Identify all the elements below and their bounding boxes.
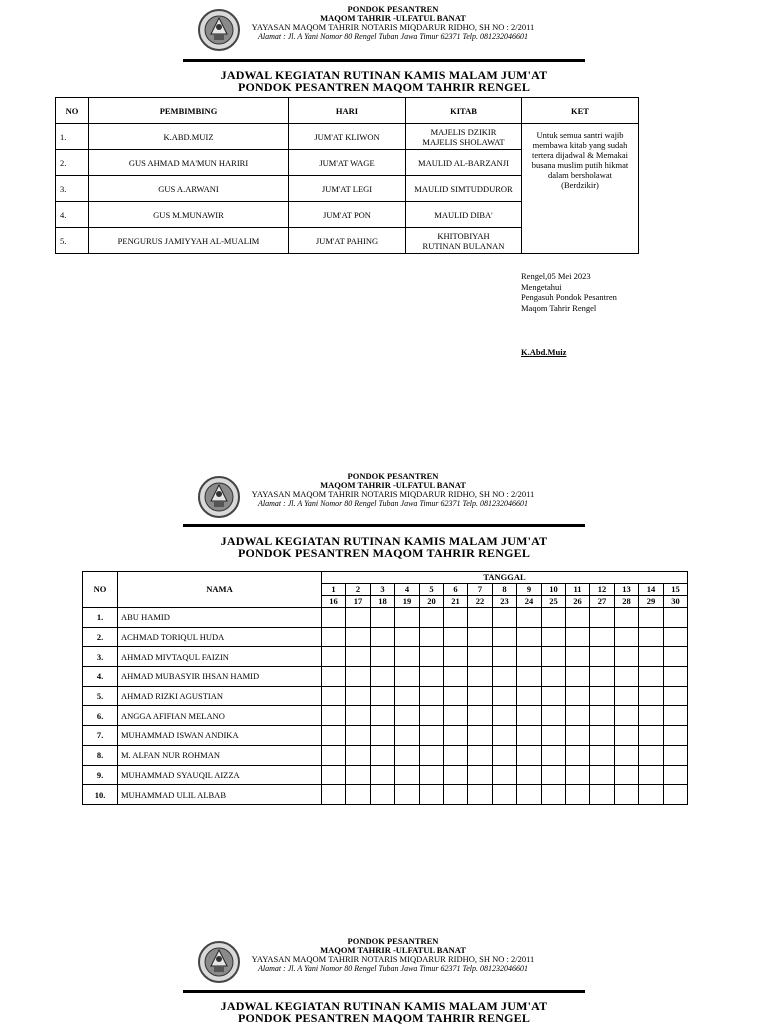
row-no: 2.: [83, 627, 118, 647]
attendance-cell: [615, 765, 639, 785]
signature-line: Maqom Tahrir Rengel: [521, 302, 597, 313]
attendance-cell: [542, 686, 566, 706]
attendance-cell: [493, 745, 517, 765]
attendance-cell: [371, 667, 395, 687]
attendance-cell: [542, 627, 566, 647]
attendance-cell: [664, 745, 688, 765]
letterhead-line2: MAQOM TAHRIR -ULFATUL BANAT: [320, 13, 466, 23]
row-name: AHMAD MIVTAQUL FAIZIN: [118, 647, 322, 667]
attendance-cell: [395, 627, 420, 647]
attendance-cell: [517, 667, 542, 687]
kitab-line2: RUTINAN BULANAN: [422, 240, 505, 251]
kitab-line1: MAULID SIMTUDDUROR: [414, 183, 513, 194]
attendance-cell: [639, 726, 664, 746]
attendance-table: [82, 571, 688, 805]
attendance-cell: [566, 745, 590, 765]
attendance-cell: [395, 647, 420, 667]
row-name: MUHAMMAD ULIL ALBAB: [118, 785, 322, 805]
col-header-hari: HARI: [289, 98, 406, 124]
row-hari: JUM'AT LEGI: [289, 176, 406, 202]
attendance-cell: [322, 785, 346, 805]
attendance-cell: [395, 608, 420, 628]
row-no: 3.: [83, 647, 118, 667]
day-label: 7: [468, 584, 493, 596]
attendance-cell: [566, 706, 590, 726]
day-label: 10: [542, 584, 566, 596]
attendance-cell: [615, 726, 639, 746]
row-name: M. ALFAN NUR ROHMAN: [118, 745, 322, 765]
day-label: 22: [468, 596, 493, 608]
attendance-cell: [542, 706, 566, 726]
attendance-cell: [346, 627, 371, 647]
attendance-cell: [444, 686, 468, 706]
attendance-cell: [493, 765, 517, 785]
letterhead-line2: MAQOM TAHRIR -ULFATUL BANAT: [320, 945, 466, 955]
attendance-cell: [493, 667, 517, 687]
attendance-cell: [371, 608, 395, 628]
attendance-cell: [517, 745, 542, 765]
attendance-cell: [444, 765, 468, 785]
row-hari: JUM'AT KLIWON: [289, 124, 406, 150]
attendance-cell: [468, 765, 493, 785]
attendance-cell: [420, 745, 444, 765]
day-label: 8: [493, 584, 517, 596]
kitab-line1: MAULID DIBA': [434, 209, 493, 220]
schedule-table: [55, 97, 639, 254]
col-header-no: NO: [56, 98, 89, 124]
signature-name: K.Abd.Muiz: [521, 347, 567, 357]
attendance-cell: [346, 608, 371, 628]
attendance-cell: [566, 647, 590, 667]
attendance-cell: [615, 686, 639, 706]
attendance-cell: [664, 627, 688, 647]
attendance-cell: [590, 726, 615, 746]
ket-line: dalam bersholawat: [548, 170, 612, 180]
page-title: [180, 1000, 588, 1024]
attendance-cell: [395, 745, 420, 765]
attendance-cell: [542, 765, 566, 785]
attendance-cell: [346, 667, 371, 687]
row-kitab: [406, 202, 522, 228]
attendance-cell: [566, 726, 590, 746]
attendance-cell: [517, 686, 542, 706]
attendance-cell: [468, 706, 493, 726]
attendance-cell: [517, 627, 542, 647]
row-no: 9.: [83, 765, 118, 785]
attendance-cell: [639, 785, 664, 805]
letterhead-address: Alamat : Jl. A Yani Nomor 80 Rengel Tuban Jawa Timur 62371 Telp. 081232046601: [257, 964, 529, 973]
row-no: 5.: [56, 228, 89, 254]
table-row: [83, 608, 688, 628]
attendance-cell: [664, 765, 688, 785]
day-label: 18: [371, 596, 395, 608]
letterhead-line1: PONDOK PESANTREN: [347, 4, 439, 14]
attendance-cell: [590, 627, 615, 647]
table-row: [83, 706, 688, 726]
attendance-cell: [664, 686, 688, 706]
attendance-cell: [371, 706, 395, 726]
day-label: 27: [590, 596, 615, 608]
attendance-cell: [639, 667, 664, 687]
attendance-cell: [639, 706, 664, 726]
row-kitab: [406, 150, 522, 176]
row-pembimbing: PENGURUS JAMIYYAH AL-MUALIM: [89, 228, 289, 254]
attendance-cell: [664, 706, 688, 726]
col-header-nama: NAMA: [118, 572, 322, 608]
attendance-cell: [517, 726, 542, 746]
attendance-cell: [493, 608, 517, 628]
attendance-cell: [590, 686, 615, 706]
attendance-cell: [566, 765, 590, 785]
signature-line: Mengetahui: [521, 281, 562, 292]
schedule-header-row: [56, 98, 639, 124]
row-name: AHMAD RIZKI AGUSTIAN: [118, 686, 322, 706]
row-no: 6.: [83, 706, 118, 726]
page-title: [180, 69, 588, 93]
attendance-cell: [322, 608, 346, 628]
day-label: 29: [639, 596, 664, 608]
row-kitab: [406, 176, 522, 202]
row-no: 7.: [83, 726, 118, 746]
attendance-cell: [542, 647, 566, 667]
row-hari: JUM'AT WAGE: [289, 150, 406, 176]
title-line1: JADWAL KEGIATAN RUTINAN KAMIS MALAM JUM'AT: [220, 68, 548, 82]
title-line1: JADWAL KEGIATAN RUTINAN KAMIS MALAM JUM'AT: [220, 999, 548, 1013]
row-no: 2.: [56, 150, 89, 176]
col-header-kitab: KITAB: [406, 98, 522, 124]
ket-line: membawa kitab yang sudah: [532, 140, 628, 150]
attendance-cell: [639, 608, 664, 628]
letterhead-address: Alamat : Jl. A Yani Nomor 80 Rengel Tuban Jawa Timur 62371 Telp. 081232046601: [257, 499, 529, 508]
attendance-cell: [371, 726, 395, 746]
letterhead-divider: [183, 524, 585, 527]
col-header-pembimbing: PEMBIMBING: [89, 98, 289, 124]
day-label: 5: [420, 584, 444, 596]
attendance-cell: [322, 686, 346, 706]
letterhead-line3: YAYASAN MAQOM TAHRIR NOTARIS MIQDARUR RIDHO, SH NO : 2/2011: [251, 489, 535, 499]
attendance-cell: [590, 785, 615, 805]
ket-line: (Berdzikir): [561, 180, 599, 190]
day-label: 16: [322, 596, 346, 608]
attendance-cell: [468, 686, 493, 706]
attendance-cell: [590, 765, 615, 785]
row-no: 8.: [83, 745, 118, 765]
attendance-cell: [395, 686, 420, 706]
letterhead-address: Alamat : Jl. A Yani Nomor 80 Rengel Tuban Jawa Timur 62371 Telp. 081232046601: [257, 32, 529, 41]
row-pembimbing: GUS M.MUNAWIR: [89, 202, 289, 228]
kitab-line2: MAJELIS SHOLAWAT: [422, 136, 505, 147]
attendance-cell: [493, 706, 517, 726]
table-row: [83, 765, 688, 785]
attendance-cell: [615, 745, 639, 765]
attendance-cell: [639, 627, 664, 647]
row-no: 10.: [83, 785, 118, 805]
table-row: [83, 785, 688, 805]
attendance-cell: [566, 608, 590, 628]
attendance-cell: [468, 726, 493, 746]
attendance-cell: [420, 686, 444, 706]
attendance-cell: [395, 765, 420, 785]
day-label: 14: [639, 584, 664, 596]
attendance-cell: [444, 785, 468, 805]
title-line1: JADWAL KEGIATAN RUTINAN KAMIS MALAM JUM'AT: [220, 534, 548, 548]
attendance-cell: [639, 647, 664, 667]
attendance-cell: [322, 765, 346, 785]
attendance-cell: [517, 785, 542, 805]
row-no: 4.: [56, 202, 89, 228]
attendance-header-row: [83, 572, 688, 584]
attendance-cell: [542, 785, 566, 805]
attendance-cell: [371, 627, 395, 647]
attendance-cell: [542, 726, 566, 746]
attendance-cell: [542, 608, 566, 628]
row-pembimbing: GUS A.ARWANI: [89, 176, 289, 202]
day-label: 1: [322, 584, 346, 596]
attendance-cell: [371, 785, 395, 805]
attendance-cell: [322, 647, 346, 667]
row-kitab: [406, 228, 522, 254]
attendance-cell: [444, 706, 468, 726]
letterhead: [230, 5, 556, 41]
attendance-cell: [395, 706, 420, 726]
col-header-tanggal: TANGGAL: [322, 572, 688, 584]
attendance-cell: [542, 745, 566, 765]
attendance-cell: [346, 726, 371, 746]
day-label: 17: [346, 596, 371, 608]
day-label: 9: [517, 584, 542, 596]
attendance-cell: [468, 647, 493, 667]
attendance-cell: [590, 608, 615, 628]
attendance-cell: [346, 745, 371, 765]
attendance-cell: [346, 686, 371, 706]
row-pembimbing: GUS AHMAD MA'MUN HARIRI: [89, 150, 289, 176]
attendance-cell: [639, 686, 664, 706]
attendance-cell: [493, 726, 517, 746]
attendance-cell: [395, 667, 420, 687]
attendance-cell: [615, 667, 639, 687]
table-row: [83, 726, 688, 746]
attendance-cell: [664, 608, 688, 628]
attendance-cell: [615, 706, 639, 726]
attendance-cell: [664, 785, 688, 805]
signature-line: Pengasuh Pondok Pesantren: [521, 292, 617, 302]
attendance-cell: [615, 627, 639, 647]
day-label: 24: [517, 596, 542, 608]
attendance-cell: [444, 667, 468, 687]
attendance-cell: [664, 726, 688, 746]
attendance-cell: [420, 726, 444, 746]
letterhead: [230, 937, 556, 973]
attendance-cell: [420, 706, 444, 726]
attendance-cell: [542, 667, 566, 687]
letterhead-line2: MAQOM TAHRIR -ULFATUL BANAT: [320, 480, 466, 490]
row-name: ABU HAMID: [118, 608, 322, 628]
ket-note: [522, 124, 639, 254]
attendance-cell: [322, 745, 346, 765]
attendance-cell: [322, 706, 346, 726]
attendance-cell: [493, 785, 517, 805]
day-label: 4: [395, 584, 420, 596]
attendance-cell: [468, 627, 493, 647]
attendance-cell: [346, 785, 371, 805]
day-label: 19: [395, 596, 420, 608]
row-no: 1.: [83, 608, 118, 628]
row-name: ACHMAD TORIQUL HUDA: [118, 627, 322, 647]
attendance-cell: [517, 608, 542, 628]
page-title: [180, 535, 588, 559]
letterhead-line1: PONDOK PESANTREN: [347, 471, 439, 481]
signature-block: [521, 271, 617, 357]
title-line2: PONDOK PESANTREN MAQOM TAHRIR RENGEL: [237, 546, 531, 560]
attendance-cell: [468, 608, 493, 628]
attendance-cell: [420, 765, 444, 785]
attendance-cell: [566, 785, 590, 805]
attendance-cell: [444, 745, 468, 765]
table-row: [56, 124, 639, 150]
attendance-cell: [346, 706, 371, 726]
letterhead-divider: [183, 59, 585, 62]
attendance-cell: [517, 647, 542, 667]
title-line2: PONDOK PESANTREN MAQOM TAHRIR RENGEL: [237, 1011, 531, 1025]
attendance-cell: [590, 647, 615, 667]
kitab-line1: KHITOBIYAH: [437, 230, 490, 241]
attendance-cell: [444, 627, 468, 647]
row-name: AHMAD MUBASYIR IHSAN HAMID: [118, 667, 322, 687]
ket-line: busana muslim putih hikmat: [531, 160, 629, 170]
attendance-cell: [615, 647, 639, 667]
attendance-body: [83, 608, 688, 805]
table-row: [83, 647, 688, 667]
attendance-cell: [420, 647, 444, 667]
row-hari: JUM'AT PON: [289, 202, 406, 228]
signature-date: Rengel,05 Mei 2023: [521, 271, 591, 281]
attendance-cell: [664, 667, 688, 687]
attendance-cell: [639, 765, 664, 785]
col-header-ket: KET: [522, 98, 639, 124]
attendance-cell: [517, 765, 542, 785]
table-row: [83, 667, 688, 687]
row-kitab: [406, 124, 522, 150]
day-label: 13: [615, 584, 639, 596]
row-hari: JUM'AT PAHING: [289, 228, 406, 254]
attendance-cell: [371, 765, 395, 785]
attendance-cell: [395, 785, 420, 805]
attendance-cell: [615, 785, 639, 805]
attendance-cell: [346, 765, 371, 785]
attendance-cell: [566, 667, 590, 687]
letterhead: [230, 472, 556, 508]
attendance-cell: [517, 706, 542, 726]
day-label: 15: [664, 584, 688, 596]
day-label: 11: [566, 584, 590, 596]
attendance-cell: [590, 745, 615, 765]
col-header-no: NO: [83, 572, 118, 608]
attendance-cell: [444, 608, 468, 628]
attendance-cell: [322, 726, 346, 746]
attendance-cell: [420, 627, 444, 647]
attendance-cell: [322, 627, 346, 647]
day-label: 21: [444, 596, 468, 608]
day-label: 25: [542, 596, 566, 608]
attendance-cell: [664, 647, 688, 667]
letterhead-divider: [183, 990, 585, 993]
row-name: MUHAMMAD SYAUQIL AIZZA: [118, 765, 322, 785]
attendance-cell: [615, 608, 639, 628]
attendance-cell: [566, 627, 590, 647]
letterhead-line1: PONDOK PESANTREN: [347, 936, 439, 946]
row-name: ANGGA AFIFIAN MELANO: [118, 706, 322, 726]
attendance-cell: [493, 647, 517, 667]
day-label: 23: [493, 596, 517, 608]
attendance-cell: [444, 647, 468, 667]
row-no: 4.: [83, 667, 118, 687]
kitab-line1: MAJELIS DZIKIR: [430, 126, 497, 137]
attendance-cell: [395, 726, 420, 746]
attendance-cell: [468, 745, 493, 765]
kitab-line1: MAULID AL-BARZANJI: [418, 157, 509, 168]
day-label: 28: [615, 596, 639, 608]
attendance-cell: [566, 686, 590, 706]
row-name: MUHAMMAD ISWAN ANDIKA: [118, 726, 322, 746]
day-label: 6: [444, 584, 468, 596]
table-row: [83, 745, 688, 765]
attendance-cell: [371, 686, 395, 706]
table-row: [83, 627, 688, 647]
day-label: 20: [420, 596, 444, 608]
day-label: 26: [566, 596, 590, 608]
ket-line: Untuk semua santri wajib: [536, 130, 624, 140]
attendance-cell: [420, 785, 444, 805]
day-label: 3: [371, 584, 395, 596]
attendance-cell: [420, 608, 444, 628]
letterhead-line3: YAYASAN MAQOM TAHRIR NOTARIS MIQDARUR RIDHO, SH NO : 2/2011: [251, 954, 535, 964]
attendance-cell: [639, 745, 664, 765]
attendance-cell: [468, 785, 493, 805]
ket-line: tertera dijadwal & Memakai: [531, 150, 629, 160]
attendance-cell: [371, 647, 395, 667]
title-line2: PONDOK PESANTREN MAQOM TAHRIR RENGEL: [237, 80, 531, 94]
attendance-cell: [590, 706, 615, 726]
row-no: 3.: [56, 176, 89, 202]
attendance-cell: [468, 667, 493, 687]
row-pembimbing: K.ABD.MUIZ: [89, 124, 289, 150]
day-label: 2: [346, 584, 371, 596]
attendance-cell: [444, 726, 468, 746]
day-label: 30: [664, 596, 688, 608]
table-row: [83, 686, 688, 706]
attendance-cell: [371, 745, 395, 765]
attendance-cell: [493, 686, 517, 706]
day-label: 12: [590, 584, 615, 596]
attendance-cell: [322, 667, 346, 687]
attendance-cell: [493, 627, 517, 647]
attendance-cell: [346, 647, 371, 667]
attendance-cell: [590, 667, 615, 687]
row-no: 5.: [83, 686, 118, 706]
attendance-cell: [420, 667, 444, 687]
letterhead-line3: YAYASAN MAQOM TAHRIR NOTARIS MIQDARUR RIDHO, SH NO : 2/2011: [251, 22, 535, 32]
row-no: 1.: [56, 124, 89, 150]
